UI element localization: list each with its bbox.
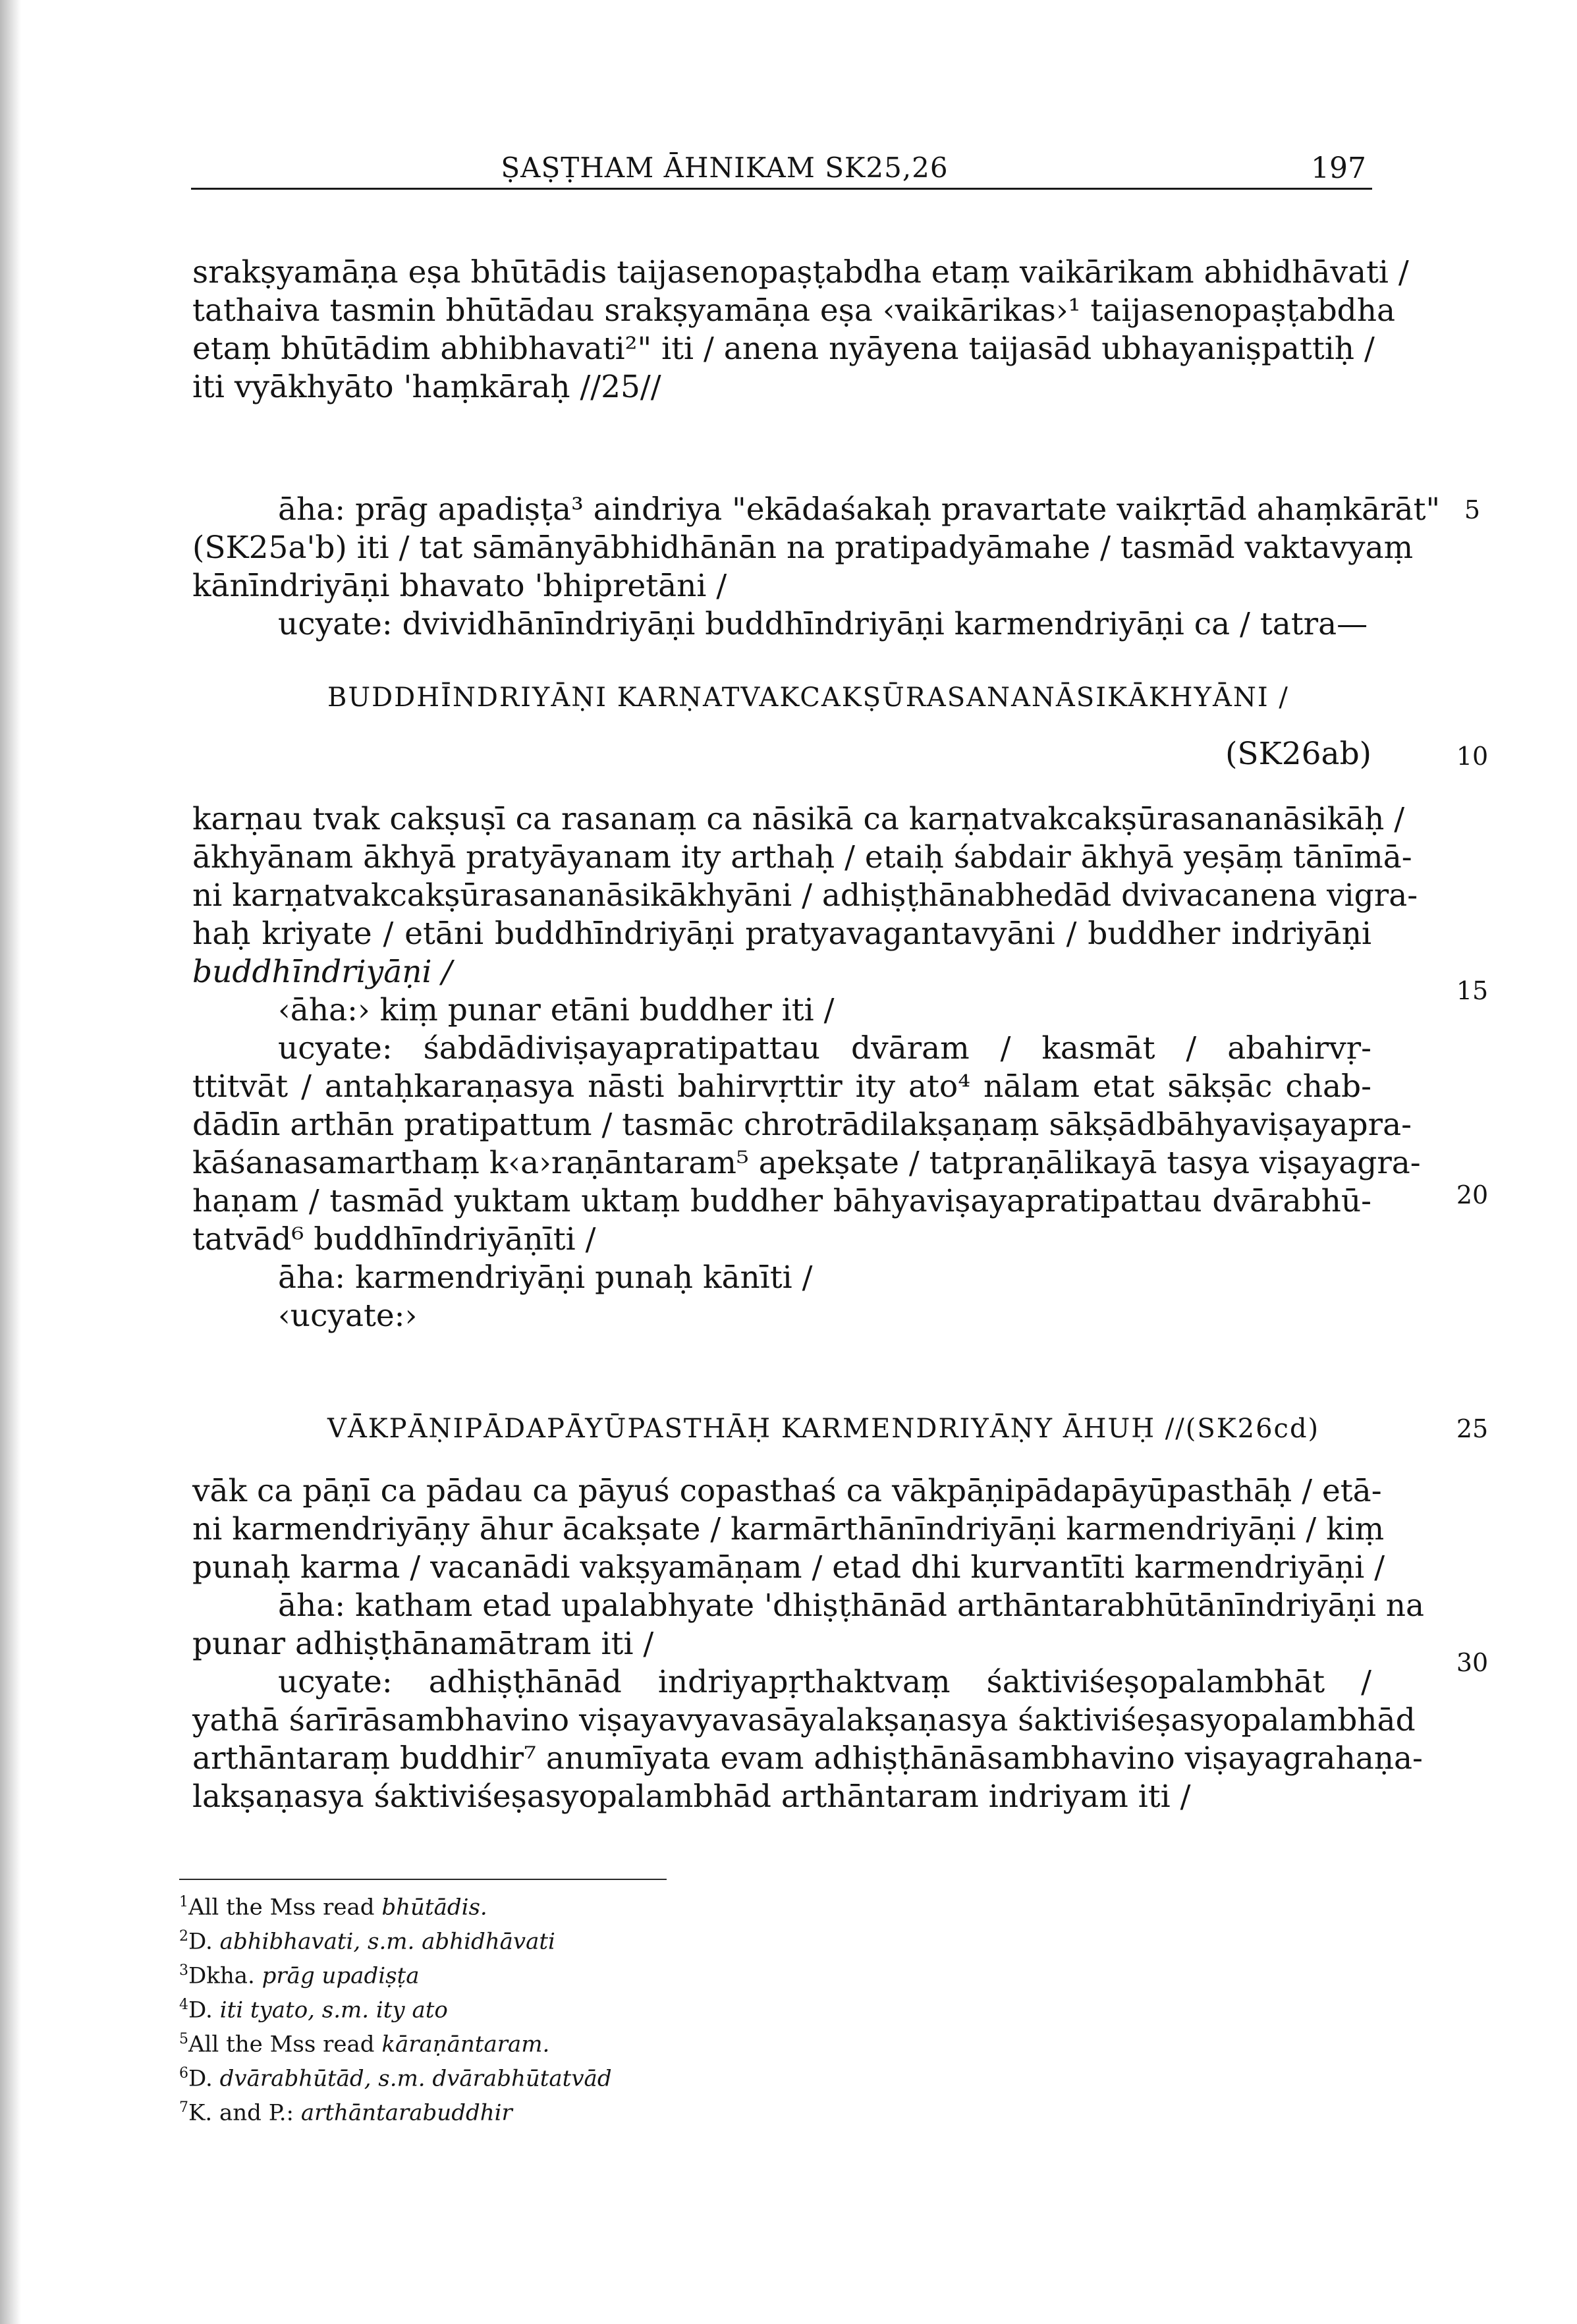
footnote-rule <box>179 1879 667 1880</box>
text-line: ucyate: dvividhānīndriyāṇi buddhīndriyāṇi karmendriyāṇi ca / tatra— <box>278 606 1368 642</box>
footnote-5 <box>179 2022 1101 2057</box>
footnote-italic: kāraṇāntaram. <box>381 2031 550 2058</box>
text-line: karṇau tvak cakṣuṣī ca rasanaṃ ca nāsikā ca karṇatvakcakṣūrasananāsikāḥ / <box>192 801 1405 837</box>
text-line: (SK25a'b) iti / tat sāmānyābhidhānān na pratipadyāmahe / tasmād vaktavyaṃ <box>192 530 1414 566</box>
footnote-4 <box>179 1988 1101 2022</box>
text-line: ākhyānam ākhyā pratyāyanam ity arthaḥ / etaiḥ śabdair ākhyā yeṣāṃ tānīmā- <box>192 839 1412 875</box>
verse-text: VĀKPĀṆIPĀDAPĀYŪPASTHĀḤ KARMENDRIYĀṆY ĀHUḤ //(SK26cd) <box>327 1414 1320 1444</box>
text-line: iti vyākhyāto 'haṃkāraḥ //25// <box>192 369 661 405</box>
line-number: 25 <box>1456 1414 1489 1443</box>
scan-edge-shadow <box>0 0 21 2324</box>
line-number: 5 <box>1464 495 1481 524</box>
footnote-6 <box>179 2057 1101 2091</box>
verse-sk26cd <box>192 1410 1371 1448</box>
line-number: 15 <box>1456 976 1489 1005</box>
text-line: yathā śarīrāsambhavino viṣayavyavasāyalakṣaṇasya śaktiviśeṣasyopalambhād <box>192 1702 1416 1738</box>
text-line: ucyate: adhiṣṭhānād indriyapṛthaktvaṃ śaktiviśeṣopalambhāt / <box>278 1664 1371 1700</box>
text-line: ttitvāt / antaḥkaraṇasya nāsti bahirvṛttir ity ato⁴ nālam etat sākṣāc chab- <box>192 1068 1371 1105</box>
text-line: āha: katham etad upalabhyate 'dhiṣṭhānād arthāntarabhūtānīndriyāṇi na <box>278 1588 1425 1624</box>
footnote-text: Dkha. <box>188 1962 262 1989</box>
text-line: punar adhiṣṭhānamātram iti / <box>192 1626 654 1662</box>
text-line: arthāntaraṃ buddhir⁷ anumīyata evam adhiṣṭhānāsambhavino viṣayagrahaṇa- <box>192 1740 1423 1777</box>
verse-sk26ab <box>192 678 1371 773</box>
footnote-number: 7 <box>179 2099 188 2116</box>
footnote-7 <box>179 2091 1101 2125</box>
text-line: ‹āha:› kiṃ punar etāni buddher iti / <box>278 992 835 1028</box>
running-header-title: ṢAṢṬHAM ĀHNIKAM SK25,26 <box>501 152 949 184</box>
text-line: āha: karmendriyāṇi punaḥ kānīti / <box>278 1259 813 1296</box>
paragraph-2 <box>192 491 1441 644</box>
text-line: ‹ucyate:› <box>278 1298 418 1334</box>
line-number: 30 <box>1456 1648 1489 1677</box>
text-line: vāk ca pāṇī ca pādau ca pāyuś copasthaś ca vākpāṇipādapāyūpasthāḥ / etā- <box>192 1473 1382 1509</box>
text-line: āha: prāg apadiṣṭa³ aindriya "ekādaśakaḥ pravartate vaikṛtād ahaṃkārāt" <box>278 491 1441 528</box>
text-line: punaḥ karma / vacanādi vakṣyamāṇam / etad dhi kurvantīti karmendriyāṇi / <box>192 1549 1385 1586</box>
footnote-italic: prāg upadiṣṭa <box>262 1962 420 1989</box>
footnote-text: All the Mss read <box>188 1894 382 1921</box>
text-line: haḥ kriyate / etāni buddhīndriyāṇi pratyavagantavyāni / buddher indriyāṇi <box>192 916 1371 952</box>
text-line: etaṃ bhūtādim abhibhavati²" iti / anena nyāyena taijasād ubhayaniṣpattiḥ / <box>192 331 1375 367</box>
footnote-text: D. <box>188 1928 220 1955</box>
footnote-number: 2 <box>179 1928 188 1945</box>
text-line: ni karmendriyāṇy āhur ācakṣate / karmārthānīndriyāṇi karmendriyāṇi / kiṃ <box>192 1511 1385 1547</box>
footnote-number: 4 <box>179 1997 188 2013</box>
text-line: srakṣyamāṇa eṣa bhūtādis taijasenopaṣṭabdha etaṃ vaikārikam abhidhāvati / <box>192 254 1409 290</box>
text-line: ucyate: śabdādiviṣayapratipattau dvāram / kasmāt / abahirvṛ- <box>278 1030 1371 1066</box>
footnote-italic: bhūtādis. <box>381 1894 487 1921</box>
paragraph-1 <box>192 254 1409 406</box>
text-line: tathaiva tasmin bhūtādau srakṣyamāṇa eṣa ‹vaikārikas›¹ taijasenopaṣṭabdha <box>192 292 1396 329</box>
footnote-3 <box>179 1954 1101 1988</box>
line-number: 20 <box>1456 1180 1489 1209</box>
footnotes <box>179 1885 1101 2125</box>
verse-text: BUDDHĪNDRIYĀṆI KARṆATVAKCAKṢŪRASANANĀSIKĀKHYĀNI / <box>327 682 1289 713</box>
footnote-italic: dvārabhūtād, s.m. dvārabhūtatvād <box>219 2065 612 2092</box>
footnote-text: D. <box>188 1997 220 2024</box>
text-line: ni karṇatvakcakṣūrasananāsikākhyāni / adhiṣṭhānabhedād dvivacanena vigra- <box>192 877 1418 914</box>
text-line: tatvād⁶ buddhīndriyāṇīti / <box>192 1221 596 1258</box>
footnote-number: 6 <box>179 2065 188 2082</box>
footnote-number: 3 <box>179 1962 188 1979</box>
text-line: haṇam / tasmād yuktam uktaṃ buddher bāhyaviṣayapratipattau dvārabhū- <box>192 1183 1371 1219</box>
footnote-number: 5 <box>179 2031 188 2047</box>
footnote-number: 1 <box>179 1894 188 1910</box>
paragraph-4 <box>192 1472 1425 1816</box>
footnote-text: K. and P.: <box>188 2099 301 2126</box>
footnote-2 <box>179 1920 1101 1954</box>
text-line: lakṣaṇasya śaktiviśeṣasyopalambhād arthāntaram indriyam iti / <box>192 1779 1191 1815</box>
footnote-1 <box>179 1885 1101 1920</box>
text-line: kānīndriyāṇi bhavato 'bhipretāni / <box>192 568 727 604</box>
footnote-text: D. <box>188 2065 220 2092</box>
footnote-italic: iti tyato, s.m. ity ato <box>219 1997 448 2024</box>
footnote-text: All the Mss read <box>188 2031 382 2058</box>
header-rule <box>191 188 1372 190</box>
paragraph-3 <box>192 800 1421 1335</box>
text-line: kāśanasamarthaṃ k‹a›raṇāntaram⁵ apekṣate / tatpraṇālikayā tasya viṣayagra- <box>192 1145 1421 1181</box>
text-line: buddhīndriyāṇi / <box>192 954 453 990</box>
footnote-italic: abhibhavati, s.m. abhidhāvati <box>219 1928 555 1955</box>
footnote-italic: arthāntarabuddhir <box>300 2099 512 2126</box>
line-number: 10 <box>1456 742 1489 771</box>
page-number: 197 <box>1311 152 1366 185</box>
verse-reference: (SK26ab) <box>1225 736 1371 772</box>
text-line: dādīn arthān pratipattum / tasmāc chrotrādilakṣaṇaṃ sākṣādbāhyaviṣayapra- <box>192 1107 1412 1143</box>
